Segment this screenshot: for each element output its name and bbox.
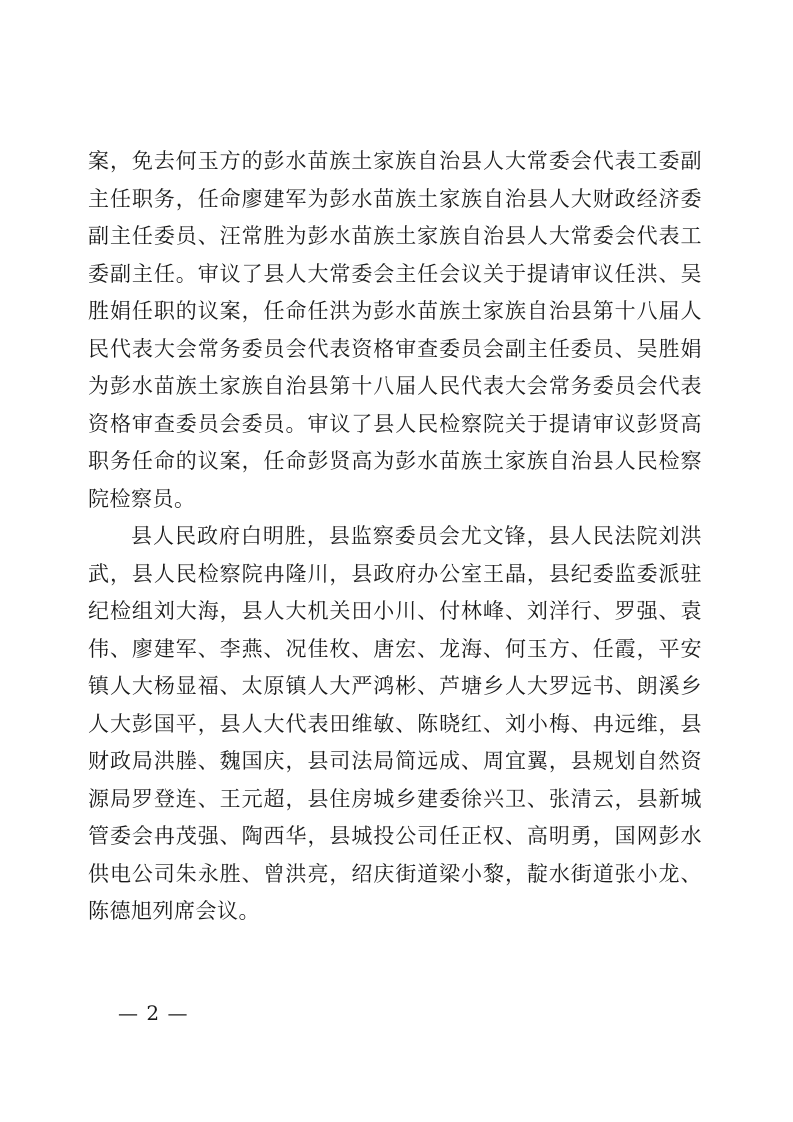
document-body: [88, 143, 702, 931]
paragraph-attendees: 县人民政府白明胜，县监察委员会尤文锋，县人民法院刘洪武，县人民检察院冉隆川，县政府办公室王晶，县纪委监委派驻纪检组刘大海，县人大机关田小川、付林峰、刘洋行、罗强、袁伟、廖建军、李燕、况佳枚、唐宏、龙海、何玉方、任霞，平安镇人大杨显福、太原镇人大严鸿彬、芦塘乡人大罗远书、朗溪乡人大彭国平，县人大代表田维敏、陈晓红、刘小梅、冉远维，县财政局洪塍、魏国庆，县司法局简远成、周宜翼，县规划自然资源局罗登连、王元超，县住房城乡建委徐兴卫、张清云，县新城管委会冉茂强、陶西华，县城投公司任正权、高明勇，国网彭水供电公司朱永胜、曾洪亮，绍庆街道梁小黎，靛水街道张小龙、陈德旭列席会议。: [88, 524, 702, 923]
page-number: — 2 —: [118, 1001, 189, 1025]
paragraph-appointments: 案，免去何玉方的彭水苗族土家族自治县人大常委会代表工委副主任职务，任命廖建军为彭水苗族土家族自治县人大财政经济委副主任委员、汪常胜为彭水苗族土家族自治县人大常委会代表工委副主任。审议了县人大常委会主任会议关于提请审议任洪、吴胜娟任职的议案，任命任洪为彭水苗族土家族自治县第十八届人民代表大会常务委员会代表资格审查委员会副主任委员、吴胜娟为彭水苗族土家族自治县第十八届人民代表大会常务委员会代表资格审查委员会委员。审议了县人民检察院关于提请审议彭贤高职务任命的议案，任命彭贤高为彭水苗族土家族自治县人民检察院检察员。: [88, 149, 702, 511]
